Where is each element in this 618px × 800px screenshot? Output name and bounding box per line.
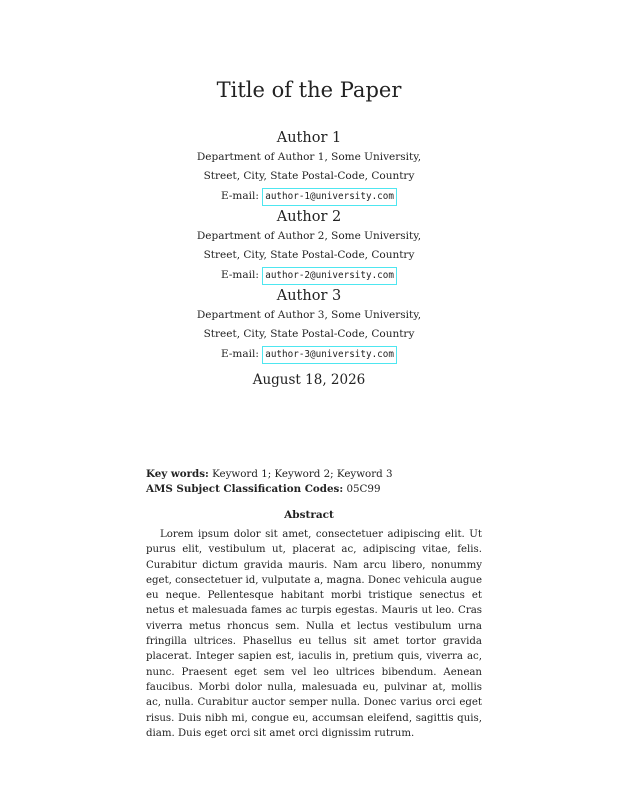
- abstract-body: Lorem ipsum dolor sit amet, consectetuer adipiscing elit. Ut purus elit, vestibulum ut, placerat ac, adipiscing vitae, felis. Curabitur dictum gravida mauris. Nam arcu libero, nonummy eget, consectetuer id, vulputate a, magna. Donec vehicula augue eu neque. Pellentesque habitant morbi tristique senectus et netus et malesuada fames ac turpis egestas. Mauris ut leo. Cras viverra metus rhoncus sem. Nulla et lectus vestibulum urna fringilla ultrices. Phasellus eu tellus sit amet tortor gravida placerat. Integer sapien est, iaculis in, pretium quis, viverra ac, nunc. Praesent eget sem vel leo ultrices bibendum. Aenean faucibus. Morbi dolor nulla, malesuada eu, pulvinar at, mollis ac, nulla. Curabitur auctor semper nulla. Donec varius orci eget risus. Duis nibh mi, congue eu, accumsan eleifend, sagittis quis, diam. Duis eget orci sit amet orci dignissim rutrum.: [146, 529, 482, 739]
- author-email-row: [0, 186, 618, 207]
- author-email-link[interactable]: author-1@university.com: [262, 188, 397, 206]
- email-label: E-mail:: [221, 190, 259, 202]
- author-affiliation: Department of Author 2, Some University,: [196, 230, 422, 242]
- author-email-link[interactable]: author-3@university.com: [262, 346, 397, 364]
- author-name: Author 3: [276, 288, 342, 304]
- author-block: [0, 286, 618, 365]
- author-block: [0, 128, 618, 207]
- author-name: Author 1: [276, 130, 342, 146]
- author-affiliation: Department of Author 1, Some University,: [196, 151, 422, 163]
- author-email-row: [0, 265, 618, 286]
- keywords-value: Keyword 1; Keyword 2; Keyword 3: [212, 468, 393, 480]
- ams-row: [146, 482, 486, 497]
- email-label: E-mail:: [221, 348, 259, 360]
- paper-title: Title of the Paper: [216, 78, 402, 102]
- author-address: Street, City, State Postal-Code, Country: [203, 249, 415, 261]
- keywords-section: [146, 467, 486, 497]
- keywords-label: Key words:: [146, 468, 209, 480]
- ams-value: 05C99: [346, 483, 381, 495]
- author-affiliation: Department of Author 3, Some University,: [196, 309, 422, 321]
- abstract-heading: Abstract: [284, 509, 334, 521]
- author-address: Street, City, State Postal-Code, Country: [203, 328, 415, 340]
- author-name: Author 2: [276, 209, 342, 225]
- keywords-row: [146, 467, 486, 482]
- paper-date: August 18, 2026: [252, 372, 366, 388]
- ams-label: AMS Subject Classification Codes:: [146, 483, 344, 495]
- author-email-row: [0, 344, 618, 365]
- email-label: E-mail:: [221, 269, 259, 281]
- author-block: [0, 207, 618, 286]
- author-list: [0, 128, 618, 365]
- author-address: Street, City, State Postal-Code, Country: [203, 170, 415, 182]
- author-email-link[interactable]: author-2@university.com: [262, 267, 397, 285]
